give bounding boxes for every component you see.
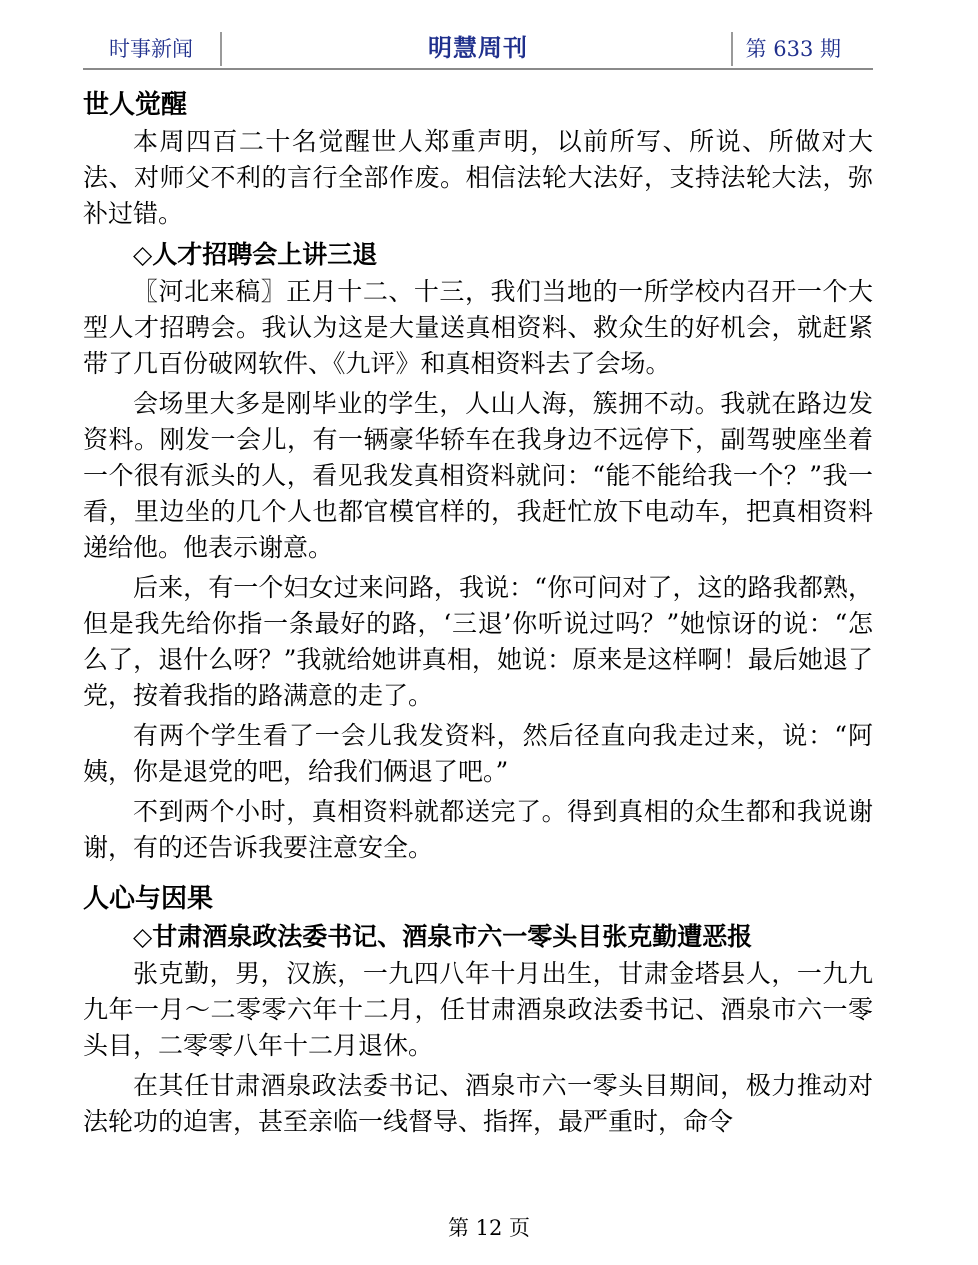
paragraph: 张克勤，男，汉族，一九四八年十月出生，甘肃金塔县人，一九九九年一月～二零零六年十二月，任甘肃酒泉政法委书记、酒泉市六一零头目，二零零八年十二月退休。 [83,959,873,1060]
page-content [83,86,873,1144]
paragraph: 在其任甘肃酒泉政法委书记、酒泉市六一零头目期间，极力推动对法轮功的迫害，甚至亲临一线督导、指挥，最严重时，命令 [83,1071,873,1136]
page-header [83,28,873,70]
header-divider-right [731,32,733,66]
section-heading-awakening: 世人觉醒 [83,90,188,120]
section-heading-karma: 人心与因果 [83,884,214,914]
header-title: 明慧周刊 [428,33,528,62]
article-title-job-fair: ◇人才招聘会上讲三退 [133,240,378,269]
paragraph: 会场里大多是刚毕业的学生，人山人海，簇拥不动。我就在路边发资料。刚发一会儿，有一辆豪华轿车在我身边不远停下，副驾驶座坐着一个很有派头的人，看见我发真相资料就问：“能不能给我一个？”我一看，里边坐的几个人也都官模官样的，我赶忙放下电动车，把真相资料递给他。他表示谢意。 [83,389,873,562]
paragraph: 本周四百二十名觉醒世人郑重声明，以前所写、所说、所做对大法、对师父不利的言行全部作废。相信法轮大法好，支持法轮大法，弥补过错。 [83,127,873,228]
paragraph: 〖河北来稿〗正月十二、十三，我们当地的一所学校内召开一个大型人才招聘会。我认为这是大量送真相资料、救众生的好机会，就赶紧带了几百份破网软件、《九评》和真相资料去了会场。 [83,277,873,378]
paragraph: 后来，有一个妇女过来问路，我说：“你可问对了，这的路我都熟，但是我先给你指一条最好的路，‘三退’你听说过吗？”她惊讶的说：“怎么了，退什么呀？”我就给她讲真相，她说：原来是这样啊！最后她退了党，按着我指的路满意的走了。 [83,573,873,710]
page-number: 第 12 页 [447,1216,531,1240]
paragraph: 有两个学生看了一会儿我发资料，然后径直向我走过来，说：“阿姨，你是退党的吧，给我们俩退了吧。” [83,721,873,786]
article-title-zhang-keqin: ◇甘肃酒泉政法委书记、酒泉市六一零头目张克勤遭恶报 [133,922,753,951]
paragraph: 不到两个小时，真相资料就都送完了。得到真相的众生都和我说谢谢，有的还告诉我要注意安全。 [83,797,873,862]
section-gap [83,870,873,880]
header-issue-number: 第 633 期 [745,37,841,61]
header-section-label: 时事新闻 [109,37,193,61]
